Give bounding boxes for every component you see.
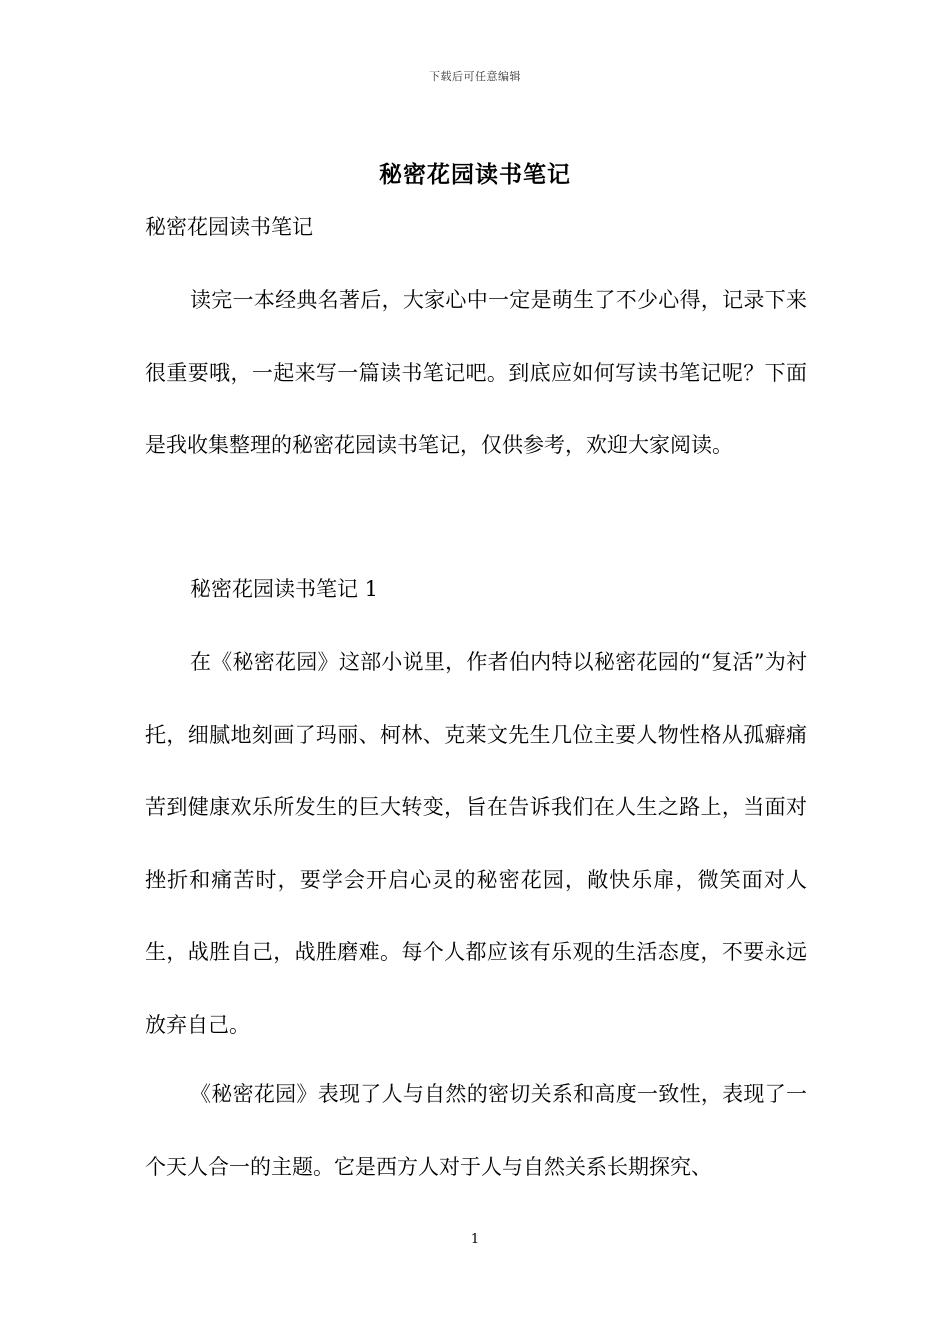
document-subtitle: 秘密花园读书笔记 [145, 215, 313, 239]
section-paragraph: 《秘密花园》表现了人与自然的密切关系和高度一致性，表现了一个天人合一的主题。它是西方人对于人与自然关系长期探究、 [145, 1082, 807, 1179]
document-title: 秘密花园读书笔记 [379, 161, 571, 188]
header-note: 下载后可任意编辑 [429, 70, 521, 83]
section-heading: 秘密花园读书笔记 1 [190, 577, 379, 601]
section-paragraph: 在《秘密花园》这部小说里，作者伯内特以秘密花园的“复活”为衬托，细腻地刻画了玛丽、柯林、克莱文先生几位主要人物性格从孤癖痛苦到健康欢乐所发生的巨大转变，旨在告诉我们在人生之路上，当面对挫折和痛苦时，要学会开启心灵的秘密花园，敞快乐扉，微笑面对人生，战胜自己，战胜磨难。每个人都应该有乐观的生活态度，不要永远放弃自己。 [145, 650, 807, 1037]
page-number: 1 [470, 1232, 480, 1247]
intro-paragraph: 读完一本经典名著后，大家心中一定是萌生了不少心得，记录下来很重要哦，一起来写一篇读书笔记吧。到底应如何写读书笔记呢？下面是我收集整理的秘密花园读书笔记，仅供参考，欢迎大家阅读。 [145, 288, 807, 457]
